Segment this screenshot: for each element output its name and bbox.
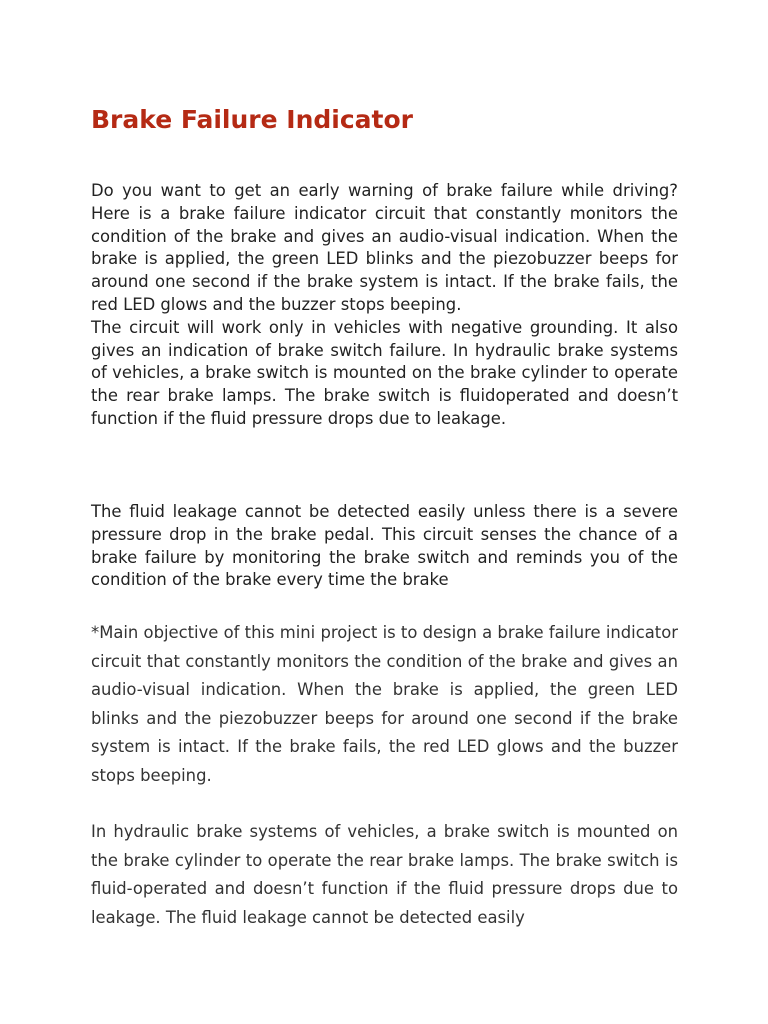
page-title: Brake Failure Indicator (91, 105, 413, 134)
intro-block (91, 180, 678, 431)
paragraph-leakage: The fluid leakage cannot be detected easily unless there is a severe pressure drop in the brake pedal. This circuit senses the chance of a brake failure by monitoring the brake switch and reminds you of the condition of the brake every time the brake (91, 502, 678, 590)
paragraph-intro: Do you want to get an early warning of brake failure while driving? Here is a brake failure indicator circuit that constantly monitors the condition of the brake and gives an audio-visual indication. When the brake is applied, the green LED blinks and the piezobuzzer beeps for around one second if the brake system is intact. If the brake fails, the red LED glows and the buzzer stops beeping. (91, 181, 678, 314)
paragraph-grounding: The circuit will work only in vehicles with negative grounding. It also gives an indication of brake switch failure. In hydraulic brake systems of vehicles, a brake switch is mounted on the brake cylinder to operate the rear brake lamps. The brake switch is fluidoperated and doesn’t function if the fluid pressure drops due to leakage. (91, 317, 678, 428)
leakage-block (91, 501, 678, 592)
objective-block (91, 619, 678, 791)
hydraulic-block (91, 818, 678, 932)
paragraph-objective: *Main objective of this mini project is to design a brake failure indicator circuit that constantly monitors the condition of the brake and gives an audio-visual indication. When the brake is applied, the green LED blinks and the piezobuzzer beeps for around one second if the brake system is intact. If the brake fails, the red LED glows and the buzzer stops beeping. (91, 623, 678, 785)
paragraph-hydraulic: In hydraulic brake systems of vehicles, a brake switch is mounted on the brake cylinder to operate the rear brake lamps. The brake switch is fluid-operated and doesn’t function if the fluid pressure drops due to leakage. The fluid leakage cannot be detected easily (91, 822, 678, 927)
